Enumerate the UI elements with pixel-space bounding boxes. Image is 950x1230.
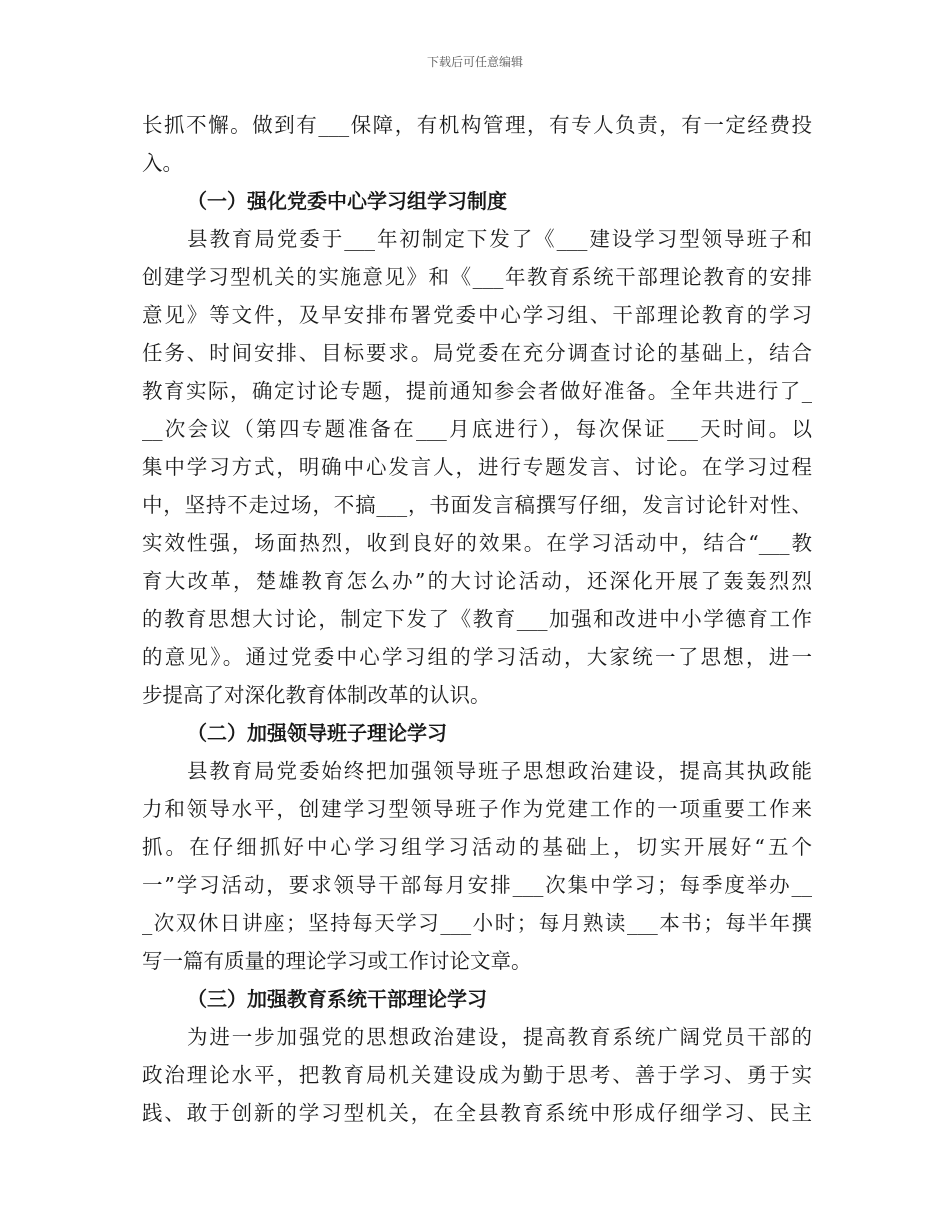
paragraph-first-line: 为进一步加强党的思想政治建设，提高教育系统广阔党员干部的	[187, 1025, 812, 1049]
section-heading: （一）强化党委中心学习组学习制度	[187, 189, 507, 213]
paragraph-line: 任务、时间安排、目标要求。局党委在充分调查讨论的基础上，结合	[142, 341, 812, 365]
paragraph-line: __次会议（第四专题准备在___月底进行），每次保证___天时间。以	[142, 417, 812, 441]
paragraph-last-line: 步提高了对深化教育体制改革的认识。	[142, 683, 491, 707]
paragraph-line: 的意见》。通过党委中心学习组的学习活动，大家统一了思想，进一	[142, 645, 812, 669]
section-heading: （二）加强领导班子理论学习	[187, 721, 447, 745]
paragraph-line: 抓。在仔细抓好中心学习组学习活动的基础上，切实开展好“五个	[142, 835, 812, 859]
paragraph-last-line: 写一篇有质量的理论学习或工作讨论文章。	[142, 949, 532, 973]
paragraph-first-line: 县教育局党委于___年初制定下发了《___建设学习型领导班子和	[187, 227, 812, 251]
section-heading: （三）加强教育系统干部理论学习	[187, 987, 487, 1011]
page-header: 下载后可任意编辑	[426, 55, 523, 69]
paragraph-line: 实效性强，场面热烈，收到良好的效果。在学习活动中，结合“___教	[142, 531, 812, 555]
paragraph-line: _次双休日讲座；坚持每天学习___小时；每月熟读___本书；每半年撰	[142, 911, 812, 935]
paragraph-line: 践、敢于创新的学习型机关，在全县教育系统中形成仔细学习、民主	[142, 1101, 812, 1125]
paragraph-line: 一”学习活动，要求领导干部每月安排___次集中学习；每季度举办__	[142, 873, 812, 897]
paragraph-line: 政治理论水平，把教育局机关建设成为勤于思考、善于学习、勇于实	[142, 1063, 812, 1087]
paragraph-last-line: 入。	[142, 151, 183, 175]
paragraph-line: 创建学习型机关的实施意见》和《___年教育系统干部理论教育的安排	[142, 265, 812, 289]
paragraph-line: 力和领导水平，创建学习型领导班子作为党建工作的一项重要工作来	[142, 797, 812, 821]
paragraph-line: 中，坚持不走过场，不搞___，书面发言稿撰写仔细，发言讨论针对性、	[142, 493, 812, 517]
document-body	[142, 106, 812, 1132]
paragraph-line: 育大改革，楚雄教育怎么办”的大讨论活动，还深化开展了轰轰烈烈	[142, 569, 812, 593]
paragraph-line: 的教育思想大讨论，制定下发了《教育___加强和改进中小学德育工作	[142, 607, 812, 631]
paragraph-line: 教育实际，确定讨论专题，提前通知参会者做好准备。全年共进行了_	[142, 379, 812, 403]
paragraph-line: 集中学习方式，明确中心发言人，进行专题发言、讨论。在学习过程	[142, 455, 812, 479]
paragraph-line: 意见》等文件，及早安排布署党委中心学习组、干部理论教育的学习	[142, 303, 812, 327]
paragraph-first-line: 县教育局党委始终把加强领导班子思想政治建设，提高其执政能	[187, 759, 812, 783]
paragraph-line: 长抓不懈。做到有___保障，有机构管理，有专人负责，有一定经费投	[142, 113, 812, 137]
